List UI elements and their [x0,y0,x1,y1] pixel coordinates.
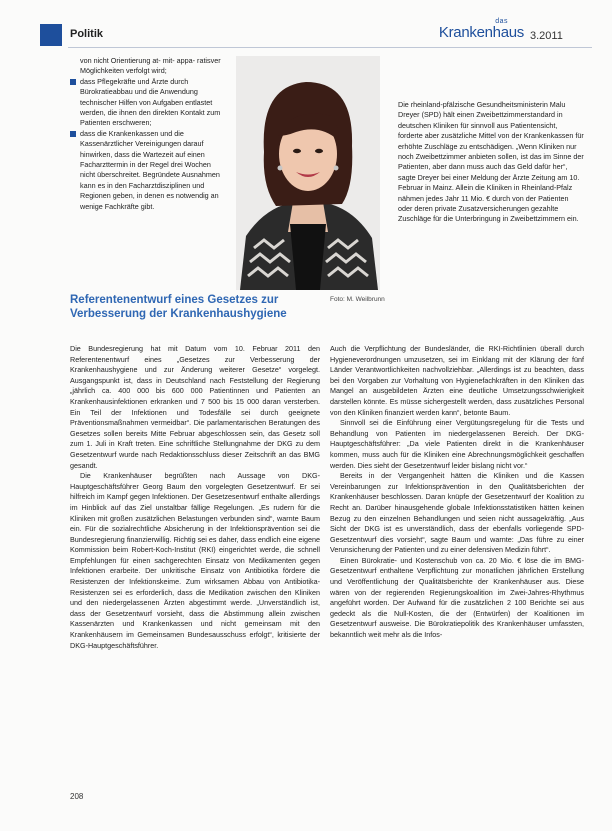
body-paragraph: Sinnvoll sei die Einführung einer Vergütungsregelung für die Tests und Behandlung von Patienten im niedergelassenen Bereich. Der DKG-Hauptgeschäftsführer: „Da viele Patienten direkt in die Krankenhäuser kommen, muss auch für die Kliniken eine Abrechnungsmöglichkeit geschaffen werden. Dies sieht der Gesetzentwurf leider bislang nicht vor.“ [330,418,584,470]
article-headline: Referentenentwurf eines Gesetzes zur Verbesserung der Krankenhaushygiene [70,294,287,320]
bullet-text: dass die Krankenkassen und die Kassenärztlicher Vereinigungen darauf hinwirken, dass die Wartezeit auf einen Facharzttermin in der Regel drei Wochen nicht überschreitet. Begründete Ausnahmen kann es in den Facharztdisziplinen und Regionen geben, in denen es notwendig an wenige Fachkräfte gibt. [80,128,220,211]
portrait-illustration [236,56,380,290]
continuation-text: von nicht Orientierung at- mit- appa- ratisver Möglichkeiten verfolgt wird; [80,56,221,76]
bullet-item [70,129,228,212]
bullet-text: dass Pflegekräfte und Ärzte durch Bürokratieabbau und die Anwendung technischer Hilfen von Aufgaben entlastet werden, die ihnen den direkten Kontakt zum Patienten erschweren; [80,76,221,128]
issue-number: 3.2011 [530,30,563,42]
body-paragraph: Die Bundesregierung hat mit Datum vom 10. Februar 2011 den Referentenentwurf eines „Gesetzes zur Verbesserung der Krankenhaushygiene und zur Änderung weiterer Gesetze“ vorgelegt. Ausgangspunkt ist, dass in Deutschland nach Feststellung der Regierung „jährlich ca. 400 000 bis 600 000 Patientinnen und Patienten an Krankenhausinfektionen erkranken und 7 500 bis 15 000 daran versterben. Ein Teil der Infektionen und Todesfälle sei durch geeignete Präventionsmaßnahmen vermeidbar“. Die parlamentarischen Beratungen des Gesetzes sollen bereits Mitte Februar abgeschlossen sein, das Gesetz soll zum 1. Juli in Kraft treten. Eine schriftliche Stellungnahme der DKG zu dem Gesetzentwurf wurde nach Redaktionsschluss dieser Zeitschrift an das BMG gesandt. [70,344,320,470]
photo-caption: Die rheinland-pfälzische Gesundheitsministerin Malu Dreyer (SPD) hält einen Zweibettzimmerstandard in deutschen Kliniken für sinnvoll aus Patientensicht, forderte aber zusätzliche Mittel von der Krankenkassen für erhöhte Zuschläge zu entschädigen. „Wenn Kliniken nur noch Zweibettzimmer anbieten sollen, ist das im Sinne der Patienten, aber dann muss auch das Geld dafür her“, sagte Dreyer bei einer Meldung der Ärzte Zeitung am 10. Februar in Mainz. Allein die Kliniken in Rheinland-Pfalz nähmen jedes Jahr 11 Mio. € durch von der Patienten oder deren private Zusatzversicherungen gezahlte Zuschläge für die Unterbringung in Zweibettzimmern ein. [398,100,584,224]
portrait-photo [236,56,380,290]
body-paragraph: Bereits in der Vergangenheit hätten die Kliniken und die Kassen Vereinbarungen zur Infektionsprävention in den Qualitätsberichten der Krankenhäuser beschlossen. Daran knüpfe der Gesetzentwurf der Koalition zu Recht an. Darüber hinausgehende globale Infektionsstatistiken hätten keinen Bezug zu den einzelnen Behandlungen und seien nicht aussagekräftig. „Aus Sicht der DKG ist es unverständlich, dass der ebenfalls vorliegende SPD-Gesetzentwurf dies vorsieht“, sagte Baum und warnte: „Das führe zu einer Verunsicherung der Patienten und zu einer defensiven Medizin führt“. [330,471,584,555]
header-divider [68,47,592,48]
section-label: Politik [70,28,104,40]
page-number: 208 [70,792,84,801]
body-paragraph: Die Krankenhäuser begrüßten nach Aussage von DKG-Hauptgeschäftsführer Georg Baum den vorgelegten Gesetzentwurf. Er sei hilfreich im Kampf gegen Infektionen. Der Gesetzesentwurf enthalte allerdings im Hinblick auf das Ziel unstaltbar fällige Regelungen. „Es rudern für die Kliniken mit großen zusätzlichen Belastungen verbunden sind“, warnte Baum ein. Für die sozialrechtliche Absicherung in der Infektionsprävention sei die Bundesregierung finanzierwillig. Richtig sei es daher, dass endlich eine eigene Kommission beim Robert-Koch-Institut (RKI) eingerichtet werde, die schnell Empfehlungen für einen sachgerechten Einsatz von Medikamenten gegen Infektionen erarbeite. Der unkritische Einsatz von Antibiotika fördere die Resistenzen der Infektionskeime. Zum wirksamen Abbau von Antibiotika-Resistenzen sei es erforderlich, dass die Medikation zwischen den Kliniken und den niedergelassenen Ärzten abgestimmt werde. „Unverständlich ist, dass der Gesetzentwurf vorsieht, dass die Abstimmung allein zwischen Kassenärzten und Krankenkassen und nicht gemeinsam mit den Krankenhäusern im Gemeinsamen Bundesausschuss erfolgt“, kritisierte der DKG-Hauptgeschäftsführer. [70,471,320,650]
magazine-logo-das: das [495,18,508,25]
magazine-logo [439,18,524,40]
bullet-item [70,77,228,129]
photo-credit: Foto: M. Weilbrunn [330,296,385,303]
left-upper-column [70,56,228,212]
bullet-square-icon [70,131,76,137]
bullet-square-icon [70,79,76,85]
header-color-block [40,24,62,46]
magazine-logo-name: Krankenhaus [438,24,524,41]
body-paragraph: Auch die Verpflichtung der Bundesländer, die RKI-Richtlinien überall durch Hygieneverordnungen umzusetzen, sei im Einklang mit der Klärung der fünf Länder Verantwortlichkeiten nachvollziehbar. „Allerdings ist zu beachten, dass bei den Vorgaben zur Vorhaltung von Hygienefachkräften in den Kliniken das Mangel an ausgebildeten Ärzten eine deutliche Umsetzungsschwierigkeit darstellen könnte. Es müsse sichergestellt werden, dass zusätzliches Personal von den Kliniken finanziert werden kann“, betonte Baum. [330,344,584,417]
body-column-left [70,344,320,651]
body-paragraph: Einen Bürokratie- und Kostenschub von ca. 20 Mio. € löse die im BMG-Gesetzentwurf enthaltene Verpflichtung zur monatlichen jährlichen Erstellung und Veröffentlichung der Qualitätsberichte der Krankenhäuser aus. Diese wären von der regierenden Regierungskoalition im Zwei-Jahres-Rhythmus angeführt worden. Der Aufwand für die zusätzlichen 2 100 Berichte sei aus gedeckt als die Null-Kosten, die der (Entwürfen) der Koalitionen im Gesetzentwurf ausweise. Die Bürokratiepolitik des Krankenhäuser umfassten, bekanntlich weit mehr als die Infos- [330,555,584,640]
body-column-right [330,344,584,641]
